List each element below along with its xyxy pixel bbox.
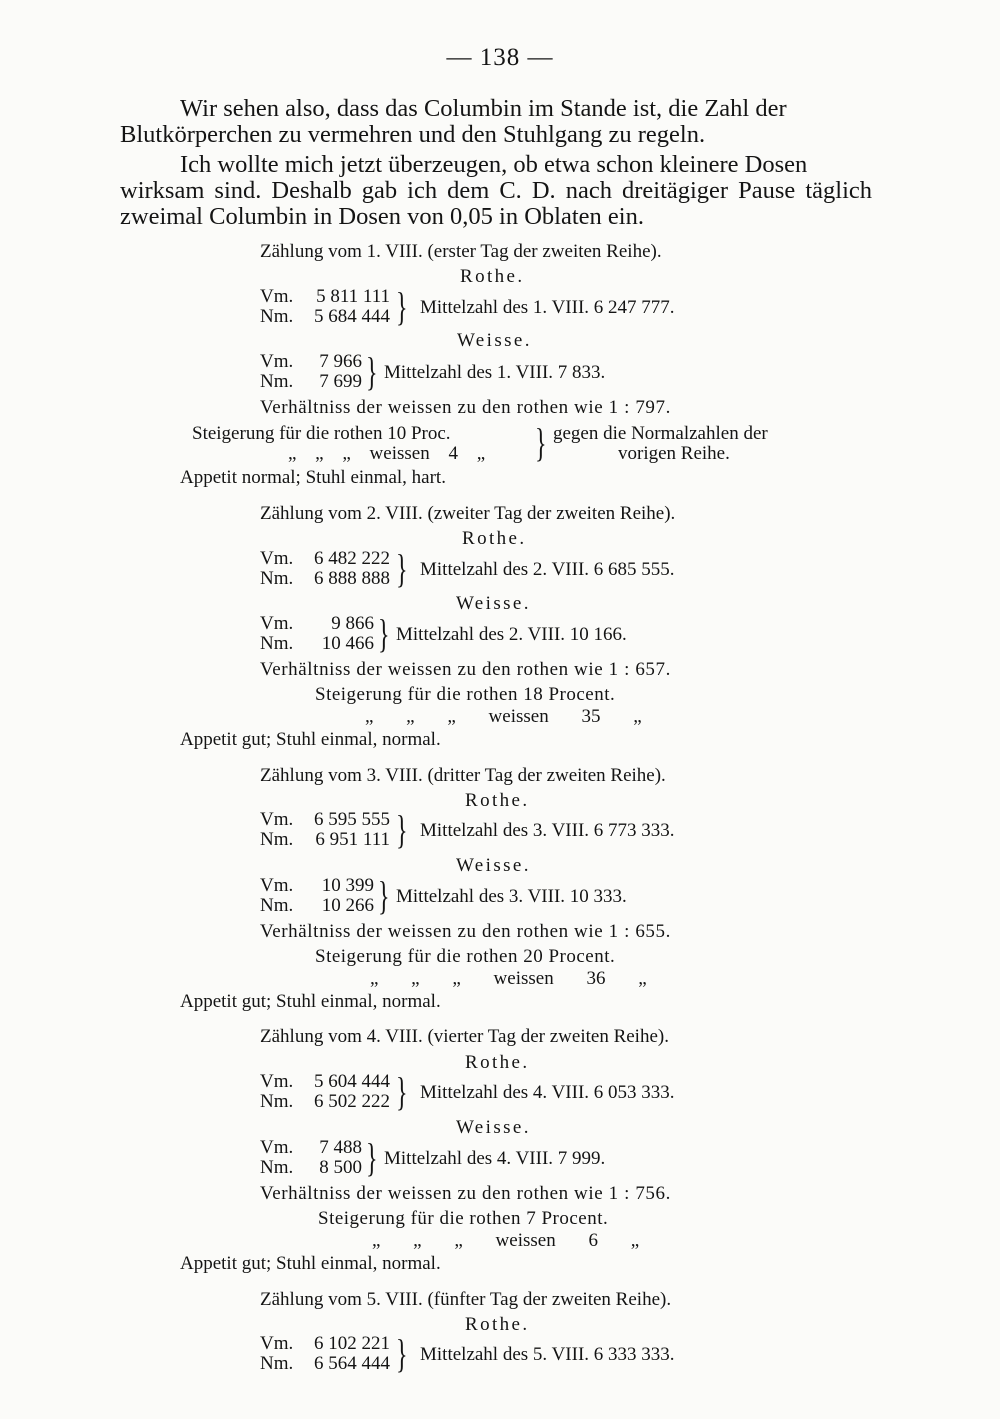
rothe-label: Rothe. [465, 790, 530, 811]
nm-label: Nm. [260, 371, 294, 392]
brace: } [396, 1331, 408, 1376]
vm-label: Vm. [260, 613, 294, 634]
appetit: Appetit gut; Stuhl einmal, normal. [180, 729, 441, 750]
mittelzahl: Mittelzahl des 4. VIII. 7 999. [384, 1148, 606, 1169]
steigerung-line: Steigerung für die rothen 7 Procent. [318, 1208, 609, 1229]
appetit: Appetit normal; Stuhl einmal, hart. [180, 467, 446, 488]
rothe-label: Rothe. [465, 1052, 530, 1073]
steigerung-note: vorigen Reihe. [618, 443, 730, 464]
nm-label: Nm. [260, 1157, 294, 1178]
mittelzahl: Mittelzahl des 3. VIII. 6 773 333. [420, 820, 675, 841]
vm-value: 7 966 [319, 351, 362, 372]
count-heading: Zählung vom 4. VIII. (vierter Tag der zweiten Reihe). [260, 1026, 669, 1047]
vm-label: Vm. [260, 875, 294, 896]
vm-value: 10 399 [321, 875, 374, 896]
page-number: — 138 — [446, 44, 554, 71]
brace: } [378, 611, 390, 656]
vm-label: Vm. [260, 351, 294, 372]
nm-value: 6 951 111 [315, 829, 390, 850]
vm-value: 7 488 [319, 1137, 362, 1158]
nm-label: Nm. [260, 1353, 294, 1374]
rothe-label: Rothe. [462, 528, 527, 549]
mittelzahl: Mittelzahl des 5. VIII. 6 333 333. [420, 1344, 675, 1365]
nm-value: 6 564 444 [314, 1353, 390, 1374]
count-heading: Zählung vom 2. VIII. (zweiter Tag der zweiten Reihe). [260, 503, 676, 524]
brace: } [378, 873, 390, 918]
steigerung-line: „ „ „ weissen 4 „ [288, 443, 486, 464]
weisse-label: Weisse. [456, 855, 531, 876]
nm-value: 6 888 888 [314, 568, 390, 589]
vm-value: 6 595 555 [314, 809, 390, 830]
mittelzahl: Mittelzahl des 3. VIII. 10 333. [396, 886, 627, 907]
weisse-label: Weisse. [456, 1117, 531, 1138]
vm-label: Vm. [260, 809, 294, 830]
vm-value: 6 102 221 [314, 1333, 390, 1354]
weisse-label: Weisse. [457, 330, 532, 351]
appetit: Appetit gut; Stuhl einmal, normal. [180, 991, 441, 1012]
steigerung-line: „ „ „ weissen 6 „ [372, 1230, 640, 1251]
nm-label: Nm. [260, 306, 294, 327]
brace: } [396, 546, 408, 591]
steigerung-line: „ „ „ weissen 36 „ [370, 968, 647, 989]
paragraph-line: Wir sehen also, dass das Columbin im Stande ist, die Zahl der [180, 95, 787, 122]
mittelzahl: Mittelzahl des 1. VIII. 7 833. [384, 362, 606, 383]
verhaeltniss: Verhältniss der weissen zu den rothen wie 1 : 655. [260, 921, 671, 942]
paragraph-line: täglich zweimal Columbin in Dosen von 0,05 in Oblaten ein. [120, 177, 873, 230]
vm-value: 6 482 222 [314, 548, 390, 569]
brace: } [366, 349, 378, 394]
vm-label: Vm. [260, 1071, 294, 1092]
mittelzahl: Mittelzahl des 2. VIII. 10 166. [396, 624, 627, 645]
verhaeltniss: Verhältniss der weissen zu den rothen wie 1 : 657. [260, 659, 671, 680]
rothe-label: Rothe. [460, 266, 525, 287]
steigerung-line: Steigerung für die rothen 20 Procent. [315, 946, 616, 967]
mittelzahl: Mittelzahl des 4. VIII. 6 053 333. [420, 1082, 675, 1103]
nm-value: 8 500 [319, 1157, 362, 1178]
verhaeltniss: Verhältniss der weissen zu den rothen wie 1 : 797. [260, 397, 671, 418]
paragraph-line: Blutkörperchen zu vermehren und den Stuhlgang zu regeln. [120, 121, 706, 148]
nm-label: Nm. [260, 568, 294, 589]
steigerung-line: „ „ „ weissen 35 „ [365, 706, 642, 727]
appetit: Appetit gut; Stuhl einmal, normal. [180, 1253, 441, 1274]
steigerung-line: Steigerung für die rothen 18 Procent. [315, 684, 616, 705]
mittelzahl: Mittelzahl des 2. VIII. 6 685 555. [420, 559, 675, 580]
nm-label: Nm. [260, 633, 294, 654]
count-heading: Zählung vom 5. VIII. (fünfter Tag der zweiten Reihe). [260, 1289, 672, 1310]
nm-label: Nm. [260, 1091, 294, 1112]
vm-label: Vm. [260, 1137, 294, 1158]
steigerung-note: gegen die Normalzahlen der [553, 423, 768, 444]
nm-value: 10 266 [321, 895, 374, 916]
vm-label: Vm. [260, 286, 294, 307]
vm-label: Vm. [260, 1333, 294, 1354]
nm-value: 6 502 222 [314, 1091, 390, 1112]
nm-value: 7 699 [319, 371, 362, 392]
steigerung-line: Steigerung für die rothen 10 Proc. [192, 423, 451, 444]
paragraph-1 [120, 96, 872, 148]
vm-value: 5 604 444 [314, 1071, 390, 1092]
paragraph-2 [120, 152, 872, 230]
mittelzahl: Mittelzahl des 1. VIII. 6 247 777. [420, 297, 675, 318]
paragraph-line: Ich wollte mich jetzt überzeugen, ob etwa schon kleinere Dosen [180, 151, 808, 178]
rothe-label: Rothe. [465, 1314, 530, 1335]
vm-value: 9 866 [331, 613, 374, 634]
paragraph-line: wirksam sind. Deshalb gab ich dem C. D. nach dreitägiger Pause [120, 177, 796, 204]
brace: } [366, 1135, 378, 1180]
nm-label: Nm. [260, 895, 294, 916]
vm-label: Vm. [260, 548, 294, 569]
brace: } [396, 284, 408, 329]
nm-value: 10 466 [321, 633, 374, 654]
nm-label: Nm. [260, 829, 294, 850]
nm-value: 5 684 444 [314, 306, 390, 327]
count-heading: Zählung vom 1. VIII. (erster Tag der zweiten Reihe). [260, 241, 662, 262]
brace: } [396, 1069, 408, 1114]
brace: } [396, 807, 408, 852]
vm-value: 5 811 111 [316, 286, 390, 307]
weisse-label: Weisse. [456, 593, 531, 614]
verhaeltniss: Verhältniss der weissen zu den rothen wie 1 : 756. [260, 1183, 671, 1204]
count-heading: Zählung vom 3. VIII. (dritter Tag der zweiten Reihe). [260, 765, 666, 786]
